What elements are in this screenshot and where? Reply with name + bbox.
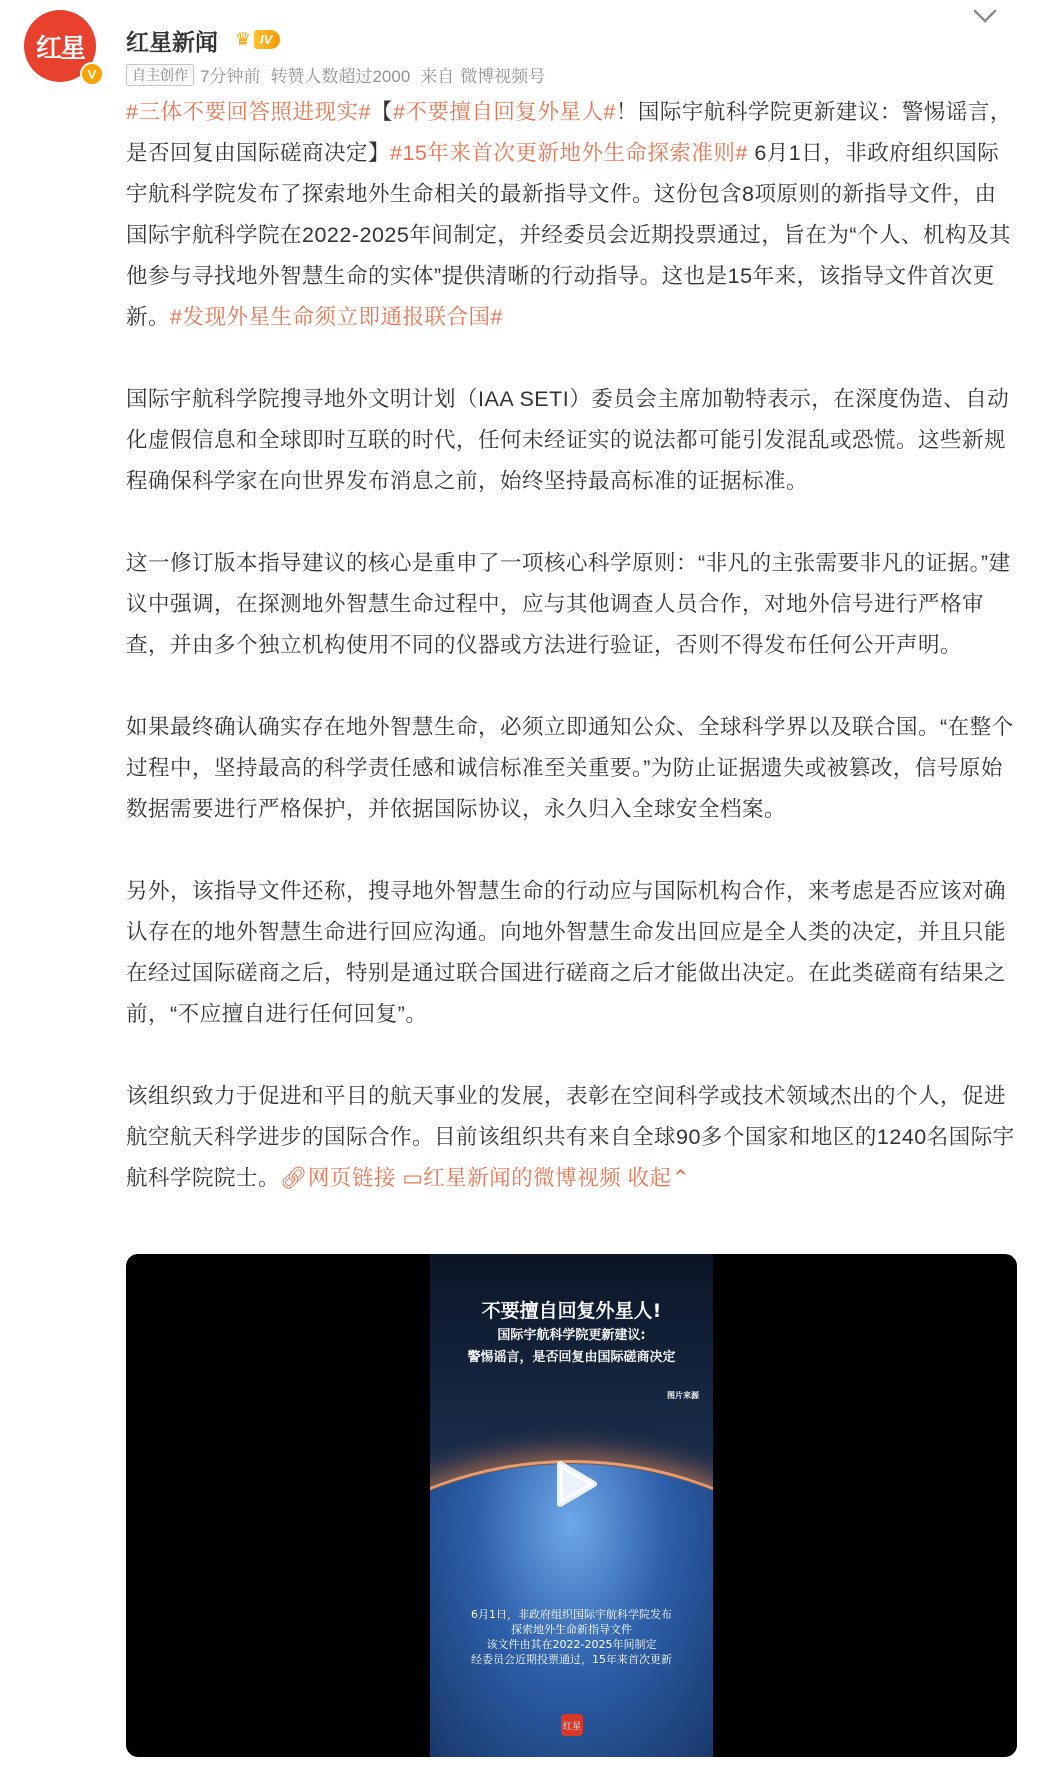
video-link[interactable]: ▭红星新闻的微博视频 (402, 1166, 622, 1190)
verified-badge-icon: V (80, 62, 104, 86)
brand-logo: 红星 (561, 1714, 583, 1736)
collapse-button[interactable]: 收起⌃ (627, 1166, 691, 1190)
level-label: IV (254, 30, 280, 49)
paragraph-6: 该组织致力于促进和平目的航天事业的发展，表彰在空间科学或技术领域杰出的个人，促进航空航天科学进步的国际合作。目前该组织共有来自全球90多个国家和地区的1240名国际宇航科学院院士。🔗︎网页链接 ▭红星新闻的微博视频 收起⌃ (126, 1084, 1015, 1190)
original-tag: 自主创作 (126, 64, 194, 86)
video-poster (430, 1254, 713, 1757)
video-caption: 探索地外生命新指导文件 (511, 1623, 632, 1636)
post-meta (126, 62, 545, 87)
paragraph-4: 如果最终确认确实存在地外智慧生命，必须立即通知公众、全球科学界以及联合国。“在整个过程中，坚持最高的科学责任感和诚信标准至关重要。”为防止证据遗失或被篡改，信号原始数据需要进行严格保护，并依据国际协议，永久归入全球安全档案。 (126, 715, 1014, 821)
paragraph-2: 国际宇航科学院搜寻地外文明计划（IAA SETI）委员会主席加勒特表示，在深度伪造、自动化虚假信息和全球即时互联的时代，任何未经证实的说法都可能引发混乱或恐慌。这些新规程确保科学家在向世界发布消息之前，始终坚持最高标准的证据标准。 (126, 387, 1010, 493)
source-prefix: 来自 (420, 67, 455, 86)
hashtag-link[interactable]: #不要擅自回复外星人# (392, 100, 616, 124)
play-icon[interactable] (540, 1452, 604, 1516)
hashtag-link[interactable]: #发现外星生命须立即通报联合国# (170, 305, 503, 329)
video-subtitle-2: 警惕谣言，是否回复由国际磋商决定 (467, 1350, 676, 1365)
video-caption: 6月1日，非政府组织国际宇航科学院发布 (471, 1608, 672, 1621)
crown-icon: ♛ (234, 28, 252, 50)
video-subtitle: 国际宇航科学院更新建议: (497, 1328, 646, 1343)
avatar-text: 红星 (35, 33, 84, 64)
video-title: 不要擅自回复外星人! (481, 1300, 662, 1322)
level-badge[interactable] (232, 28, 298, 50)
source-link[interactable]: 微博视频号 (460, 67, 546, 86)
post-time[interactable]: 7分钟前 (200, 67, 261, 86)
video-caption: 该文件由其在2022-2025年间制定 (486, 1638, 657, 1651)
video-player[interactable] (126, 1254, 1017, 1757)
hashtag-link[interactable]: #三体不要回答照进现实# (126, 100, 371, 124)
web-link[interactable]: 🔗︎网页链接 (280, 1166, 396, 1190)
image-credit: 图片来源 (667, 1391, 699, 1400)
paragraph-5: 另外，该指导文件还称，搜寻地外智慧生命的行动应与国际机构合作，来考虑是否应该对确认存在的地外智慧生命进行回应沟通。向地外智慧生命发出回应是全人类的决定，并且只能在经过国际磋商之后，特别是通过联合国进行磋商之后才能做出决定。在此类磋商有结果之前，“不应擅自进行任何回复”。 (126, 879, 1007, 1026)
hashtag-link[interactable]: #15年来首次更新地外生命探索准则# (390, 141, 748, 165)
video-caption: 经委员会近期投票通过，15年来首次更新 (471, 1653, 672, 1666)
post-text (126, 92, 1018, 1199)
repost-count: 转赞人数超过2000 (270, 67, 411, 86)
username[interactable]: 红星新闻 (126, 29, 218, 55)
link-icon: 🔗︎ (280, 1166, 308, 1190)
paragraph-1: #三体不要回答照进现实#【#不要擅自回复外星人#！国际宇航科学院更新建议：警惕谣言，是否回复由国际磋商决定】#15年来首次更新地外生命探索准则# 6月1日，非政府组织国际宇航科学院发布了探索地外生命相关的最新指导文件。这份包含8项原则的新指导文件，由国际宇航科学院在2022-2025年间制定，并经委员会近期投票通过，旨在为“个人、机构及其他参与寻找地外智慧生命的实体”提供清晰的行动指导。这也是15年来，该指导文件首次更新。#发现外星生命须立即通报联合国# (126, 100, 1012, 329)
chevron-up-icon: ⌃ (671, 1166, 691, 1190)
chevron-down-icon[interactable] (970, 4, 1000, 30)
paragraph-3: 这一修订版本指导建议的核心是重申了一项核心科学原则：“非凡的主张需要非凡的证据。”建议中强调，在探测地外智慧生命过程中，应与其他调查人员合作，对地外信号进行严格审查，并由多个独立机构使用不同的仪器或方法进行验证，否则不得发布任何公开声明。 (126, 551, 1011, 657)
video-icon: ▭ (402, 1166, 424, 1190)
